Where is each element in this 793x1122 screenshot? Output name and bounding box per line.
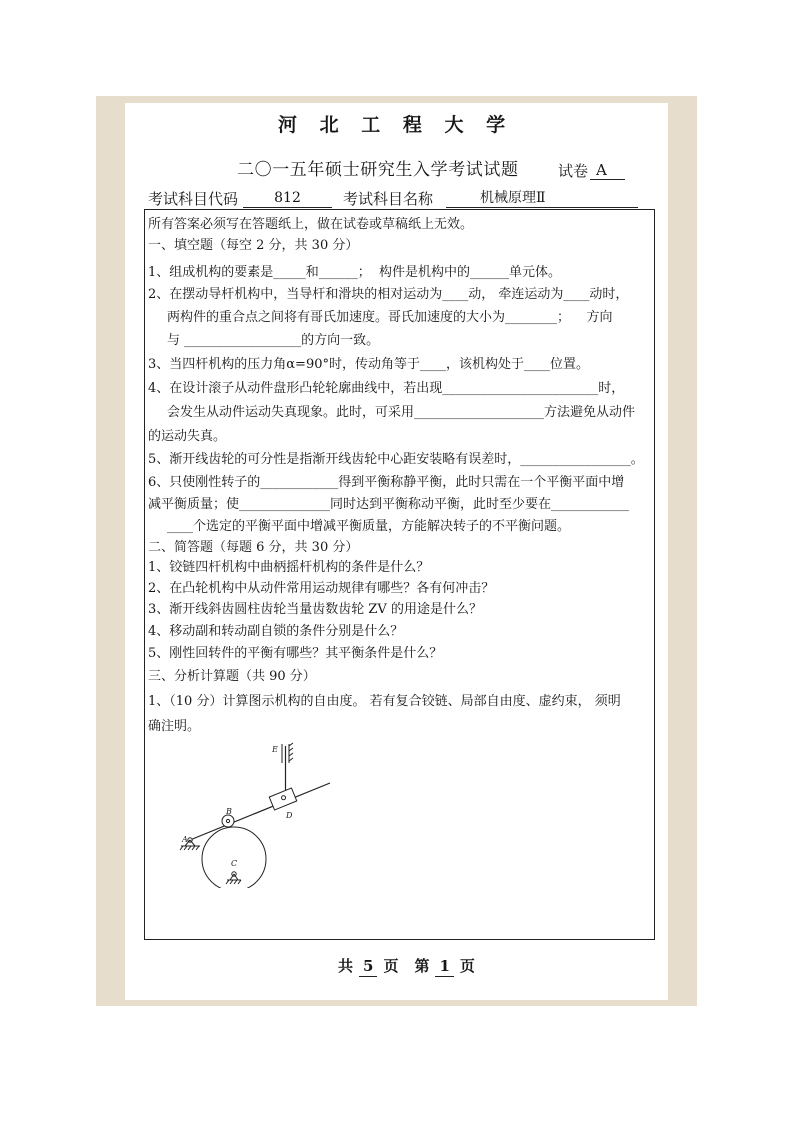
- footer-total-suffix: 页: [383, 957, 399, 975]
- exam-title: 二〇一五年硕士研究生入学考试试题: [237, 160, 519, 180]
- section1-line-4: 与 __________________的方向一致。: [167, 333, 380, 348]
- section3-line-2: 确注明。: [148, 719, 201, 734]
- slider-block-d: [269, 788, 297, 810]
- pivot-c: [226, 872, 241, 884]
- section2-heading: 二、简答题（每题 6 分，共 30 分）: [148, 540, 359, 555]
- notice-text: 所有答案必须写在答题纸上，做在试卷或草稿纸上无效。: [148, 217, 474, 232]
- section1-line-9: 5、渐开线齿轮的可分性是指渐开线齿轮中心距安装略有误差时，_________________。: [148, 452, 644, 467]
- section1-line-1: 1、组成机构的要素是_____和______； 构件是机构中的______单元体。: [148, 265, 562, 280]
- roller-b: [222, 815, 234, 827]
- label-b: B: [226, 807, 232, 816]
- section1-line-8: 的运动失真。: [148, 429, 227, 444]
- section2-question-5: 5、刚性回转件的平衡有哪些？其平衡条件是什么？: [148, 646, 443, 661]
- section1-line-2: 2、在摆动导杆机构中，当导杆和滑块的相对运动为____动， 牵连运动为____动时，: [148, 287, 629, 302]
- label-c: C: [231, 859, 238, 868]
- section1-line-3: 两构件的重合点之间将有哥氏加速度。哥氏加速度的大小为________； 方向: [167, 310, 613, 325]
- mechanism-diagram: [170, 738, 340, 888]
- paper-value: A: [590, 161, 625, 180]
- cam-disc: [202, 827, 266, 888]
- footer-page-number: 1: [435, 956, 453, 977]
- university-name: 河 北 工 程 大 学: [278, 114, 514, 136]
- section3-line-1: 1、（10 分）计算图示机构的自由度。 若有复合铰链、局部自由度、虚约束， 须明: [148, 694, 621, 709]
- paper-label: 试卷: [558, 162, 589, 180]
- subject-code-label: 考试科目代码: [148, 190, 239, 208]
- section1-heading: 一、填空题（每空 2 分，共 30 分）: [148, 238, 359, 253]
- footer-total-pages: 5: [359, 956, 377, 977]
- footer-page-suffix: 页: [459, 957, 475, 975]
- subject-name-label: 考试科目名称: [343, 190, 434, 208]
- ground-guide-e: [282, 743, 293, 763]
- section3-heading: 三、分析计算题（共 90 分）: [148, 669, 316, 684]
- subject-name-value: 机械原理Ⅱ: [446, 190, 638, 208]
- section1-line-6: 4、在设计滚子从动件盘形凸轮轮廓曲线中，若出现________________________时，: [148, 381, 625, 396]
- section1-line-7: 会发生从动件运动失真现象。此时，可采用____________________方法避免从动件: [167, 405, 636, 420]
- section1-line-10: 6、只使刚性转子的____________得到平衡称静平衡，此时只需在一个平衡平面中增: [148, 475, 625, 490]
- label-a: A: [182, 835, 188, 844]
- label-d: D: [286, 811, 293, 820]
- section1-line-5: 3、当四杆机构的压力角α=90°时，传动角等于____，该机构处于____位置。: [148, 357, 589, 372]
- section2-question-3: 3、渐开线斜齿圆柱齿轮当量齿数齿轮 ZV 的用途是什么？: [148, 602, 482, 617]
- section1-line-12: ____个选定的平衡平面中增减平衡质量，方能解决转子的不平衡问题。: [167, 519, 571, 534]
- section2-question-2: 2、在凸轮机构中从动件常用运动规律有哪些？各有何冲击？: [148, 581, 495, 596]
- section1-line-11: 减平衡质量；使______________同时达到平衡称动平衡，此时至少要在____________: [148, 497, 630, 512]
- footer-total-prefix: 共: [338, 957, 354, 975]
- footer-page-prefix: 第: [414, 957, 430, 975]
- page-footer: [338, 956, 475, 977]
- label-e: E: [272, 745, 278, 754]
- section2-question-1: 1、铰链四杆机构中曲柄摇杆机构的条件是什么？: [148, 560, 430, 575]
- subject-code-value: 812: [243, 190, 332, 208]
- guide-bar: [190, 783, 330, 840]
- section2-question-4: 4、移动副和转动副自锁的条件分别是什么？: [148, 624, 404, 639]
